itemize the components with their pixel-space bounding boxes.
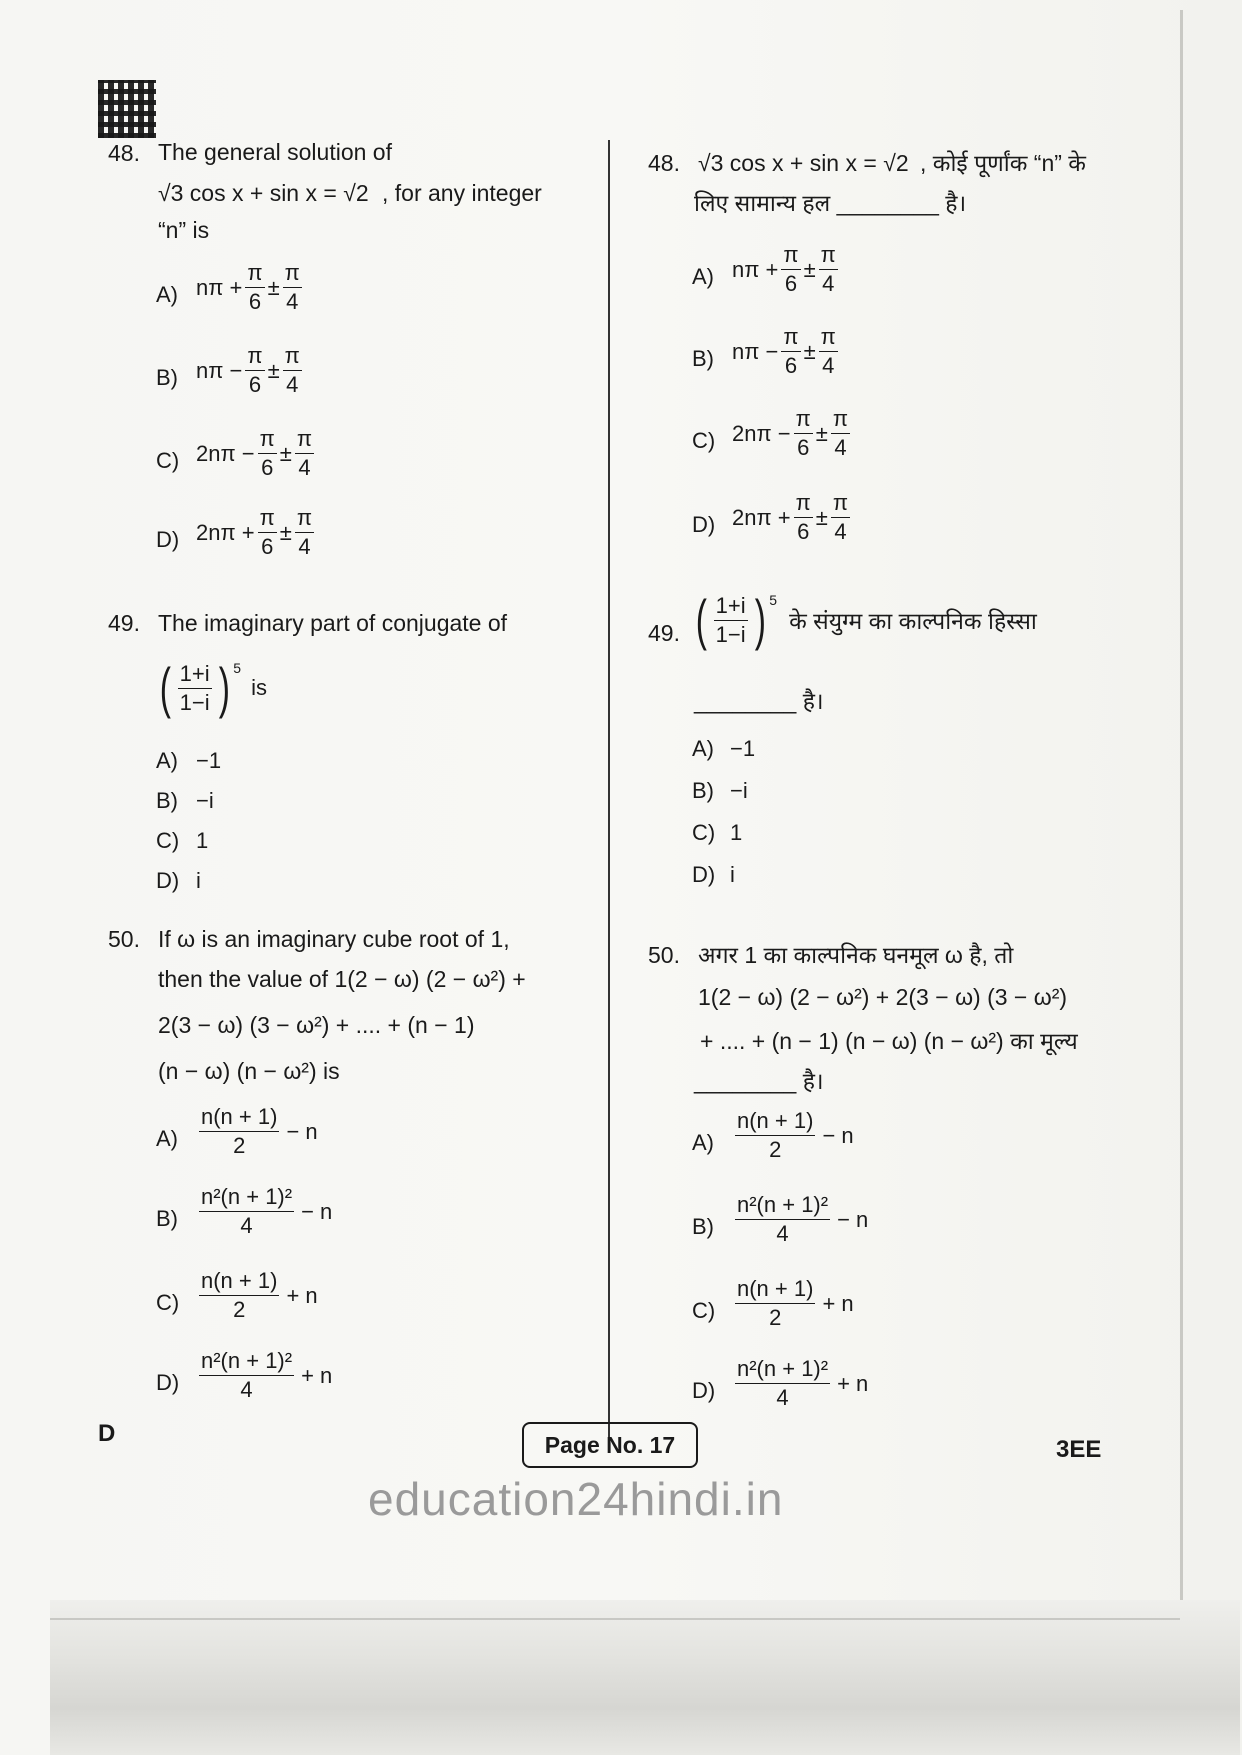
question-stem: 1(2 − ω) (2 − ω²) + 2(3 − ω) (3 − ω²) [698, 984, 1068, 1010]
exponent: 5 [233, 660, 242, 676]
question-stem: ________ है। [694, 688, 824, 714]
option-math [732, 326, 841, 377]
option-lead: nπ + [196, 274, 243, 300]
option-math [196, 262, 305, 313]
option-tail: + n [286, 1282, 318, 1308]
option-math [196, 1106, 318, 1157]
option-letter: B) [692, 346, 714, 371]
fraction: $\frac{\pi}{4}$ [296, 505, 313, 559]
question-stem: 2(3 − ω) (3 − ω²) + .... + (n − 1) [158, 1012, 475, 1038]
fraction: $\frac{\pi}{4}$ [284, 343, 300, 397]
question-stem: is [251, 675, 267, 700]
option-lead: nπ − [732, 338, 779, 364]
option-sign: ± [803, 338, 816, 364]
page-number: Page No. 17 [544, 1431, 676, 1458]
option-letter: B) [156, 365, 178, 390]
option-math [732, 244, 841, 295]
option-math [196, 428, 317, 479]
option-letter: C) [156, 1290, 180, 1315]
fraction: $\frac{\text{n²(n + 1)²}}{4}$ [201, 1184, 293, 1238]
option-math [196, 345, 305, 396]
scan-shadow [50, 1600, 1240, 1755]
question-stem: If ω is an imaginary cube root of 1, [158, 926, 510, 952]
option-tail: − n [286, 1118, 318, 1144]
option-letter: A) [692, 1130, 714, 1155]
exponent: 5 [769, 592, 778, 608]
option-letter: A) [156, 282, 178, 307]
fraction: $\frac{\pi}{4}$ [832, 406, 849, 460]
question-stem: then the value of 1(2 − ω) (2 − ω²) + [158, 966, 526, 992]
option-tail: − n [301, 1198, 333, 1224]
option-math [732, 408, 853, 459]
paren: ) [218, 656, 230, 719]
question-stem-math: √3 cos x + sin x = √2 [698, 150, 909, 176]
question-stem: लिए सामान्य हल ________ है। [694, 190, 967, 216]
fraction: $\frac{\pi}{6}$ [795, 490, 811, 544]
option-sign: ± [279, 440, 292, 466]
option-letter: D) [692, 1378, 716, 1403]
paper-code: 3EE [1056, 1436, 1102, 1463]
option-lead: 2nπ − [732, 420, 791, 446]
fraction: $\frac{\pi}{4}$ [820, 324, 836, 378]
paren: ( [695, 588, 707, 651]
question-number: 49. [108, 610, 140, 636]
fraction: $\frac{\pi}{6}$ [247, 343, 263, 397]
question-stem: “n” is [158, 217, 210, 243]
option-value: −1 [730, 736, 756, 761]
option-value: 1 [196, 828, 209, 853]
option-letter: B) [692, 778, 714, 803]
option-math [196, 1186, 332, 1237]
option-sign: ± [815, 420, 828, 446]
option-letter: B) [156, 1206, 178, 1231]
option-sign: ± [803, 256, 816, 282]
option-value: −i [196, 788, 214, 813]
option-value: −i [730, 778, 748, 803]
option-lead: 2nπ − [196, 440, 255, 466]
option-value: i [196, 868, 201, 893]
option-math [732, 492, 853, 543]
question-stem: The imaginary part of conjugate of [158, 610, 508, 636]
fraction: $\frac{\text{n²(n + 1)²}}{4}$ [201, 1348, 293, 1402]
option-letter: D) [692, 862, 716, 887]
fraction: $\frac{\pi}{6}$ [259, 426, 275, 480]
page-edge [1180, 10, 1183, 1610]
scan-line [50, 1618, 1180, 1620]
fraction: $\frac{\pi}{6}$ [795, 406, 811, 460]
column-divider [608, 140, 610, 1452]
fraction: $\frac{n(n + 1)}{2}$ [737, 1108, 814, 1162]
option-math [732, 1358, 868, 1409]
option-tail: − n [837, 1206, 869, 1232]
option-lead: 2nπ + [196, 519, 255, 545]
option-lead: nπ + [732, 256, 779, 282]
fraction: $\frac{1+i}{1-i}$ [715, 592, 746, 647]
question-number: 50. [648, 942, 680, 968]
fraction: $\frac{\pi}{6}$ [247, 260, 263, 314]
option-value: i [730, 862, 735, 887]
question-stem: (n − ω) (n − ω²) is [158, 1058, 340, 1084]
option-math [196, 1350, 332, 1401]
option-math [732, 1278, 854, 1329]
question-stem: के संयुग्म का काल्पनिक हिस्सा [789, 608, 1037, 634]
option-tail: + n [822, 1290, 854, 1316]
option-letter: B) [156, 788, 178, 813]
option-letter: C) [156, 828, 180, 853]
option-math [732, 1194, 868, 1245]
paren: ) [754, 588, 766, 651]
option-sign: ± [267, 274, 280, 300]
option-letter: C) [692, 1298, 716, 1323]
fraction: $\frac{\pi}{4}$ [296, 426, 313, 480]
question-stem-math: √3 cos x + sin x = √2 [158, 180, 369, 206]
option-sign: ± [267, 357, 280, 383]
option-math [732, 1110, 854, 1161]
paren: ( [159, 656, 171, 719]
option-letter: C) [692, 820, 716, 845]
fraction: $\frac{\text{n²(n + 1)²}}{4}$ [737, 1192, 829, 1246]
fraction: $\frac{n(n + 1)}{2}$ [201, 1268, 278, 1322]
option-letter: D) [156, 527, 180, 552]
option-letter: B) [692, 1214, 714, 1239]
question-stem: The general solution of [158, 139, 392, 165]
fraction: $\frac{\pi}{6}$ [259, 505, 275, 559]
fraction: $\frac{\pi}{6}$ [783, 324, 799, 378]
question-stem: , for any integer [382, 180, 542, 206]
option-letter: D) [692, 512, 716, 537]
option-tail: + n [837, 1370, 869, 1396]
option-math [196, 507, 317, 558]
fraction: $\frac{1+i}{1-i}$ [179, 660, 210, 715]
option-letter: A) [156, 748, 178, 773]
fraction: $\frac{\pi}{6}$ [783, 242, 799, 296]
fraction: $\frac{\pi}{4}$ [284, 260, 300, 314]
fraction: $\frac{\pi}{4}$ [832, 490, 849, 544]
option-math [196, 1270, 318, 1321]
fraction: $\frac{\pi}{4}$ [820, 242, 836, 296]
qr-code-icon [98, 80, 156, 138]
option-sign: ± [815, 504, 828, 530]
option-letter: D) [156, 868, 180, 893]
option-tail: + n [301, 1362, 333, 1388]
option-value: 1 [730, 820, 743, 845]
question-stem: अगर 1 का काल्पनिक घनमूल ω है, तो [698, 942, 1014, 968]
fraction: $\frac{n(n + 1)}{2}$ [737, 1276, 814, 1330]
question-number: 48. [108, 140, 140, 166]
option-letter: C) [692, 428, 716, 453]
question-number: 49. [648, 620, 680, 646]
option-letter: A) [692, 264, 714, 289]
question-math-expression [692, 588, 1037, 651]
fraction: $\frac{\text{n²(n + 1)²}}{4}$ [737, 1356, 829, 1410]
option-letter: A) [156, 1126, 178, 1151]
option-sign: ± [279, 519, 292, 545]
question-stem: + .... + (n − 1) (n − ω) (n − ω²) का मूल्य [700, 1028, 1078, 1054]
question-stem: ________ है। [694, 1068, 824, 1094]
question-number: 48. [648, 150, 680, 176]
page-number-box [522, 1422, 698, 1468]
watermark: education24hindi.in [368, 1473, 784, 1525]
option-lead: nπ − [196, 357, 243, 383]
series-label: D [98, 1420, 116, 1447]
question-number: 50. [108, 926, 140, 952]
question-stem: , कोई पूर्णांक “n” के [920, 150, 1086, 176]
option-letter: D) [156, 1370, 180, 1395]
option-tail: − n [822, 1122, 854, 1148]
option-letter: A) [692, 736, 714, 761]
option-lead: 2nπ + [732, 504, 791, 530]
fraction: $\frac{n(n + 1)}{2}$ [201, 1104, 278, 1158]
option-letter: C) [156, 448, 180, 473]
option-value: −1 [196, 748, 222, 773]
question-math-expression [156, 656, 267, 719]
